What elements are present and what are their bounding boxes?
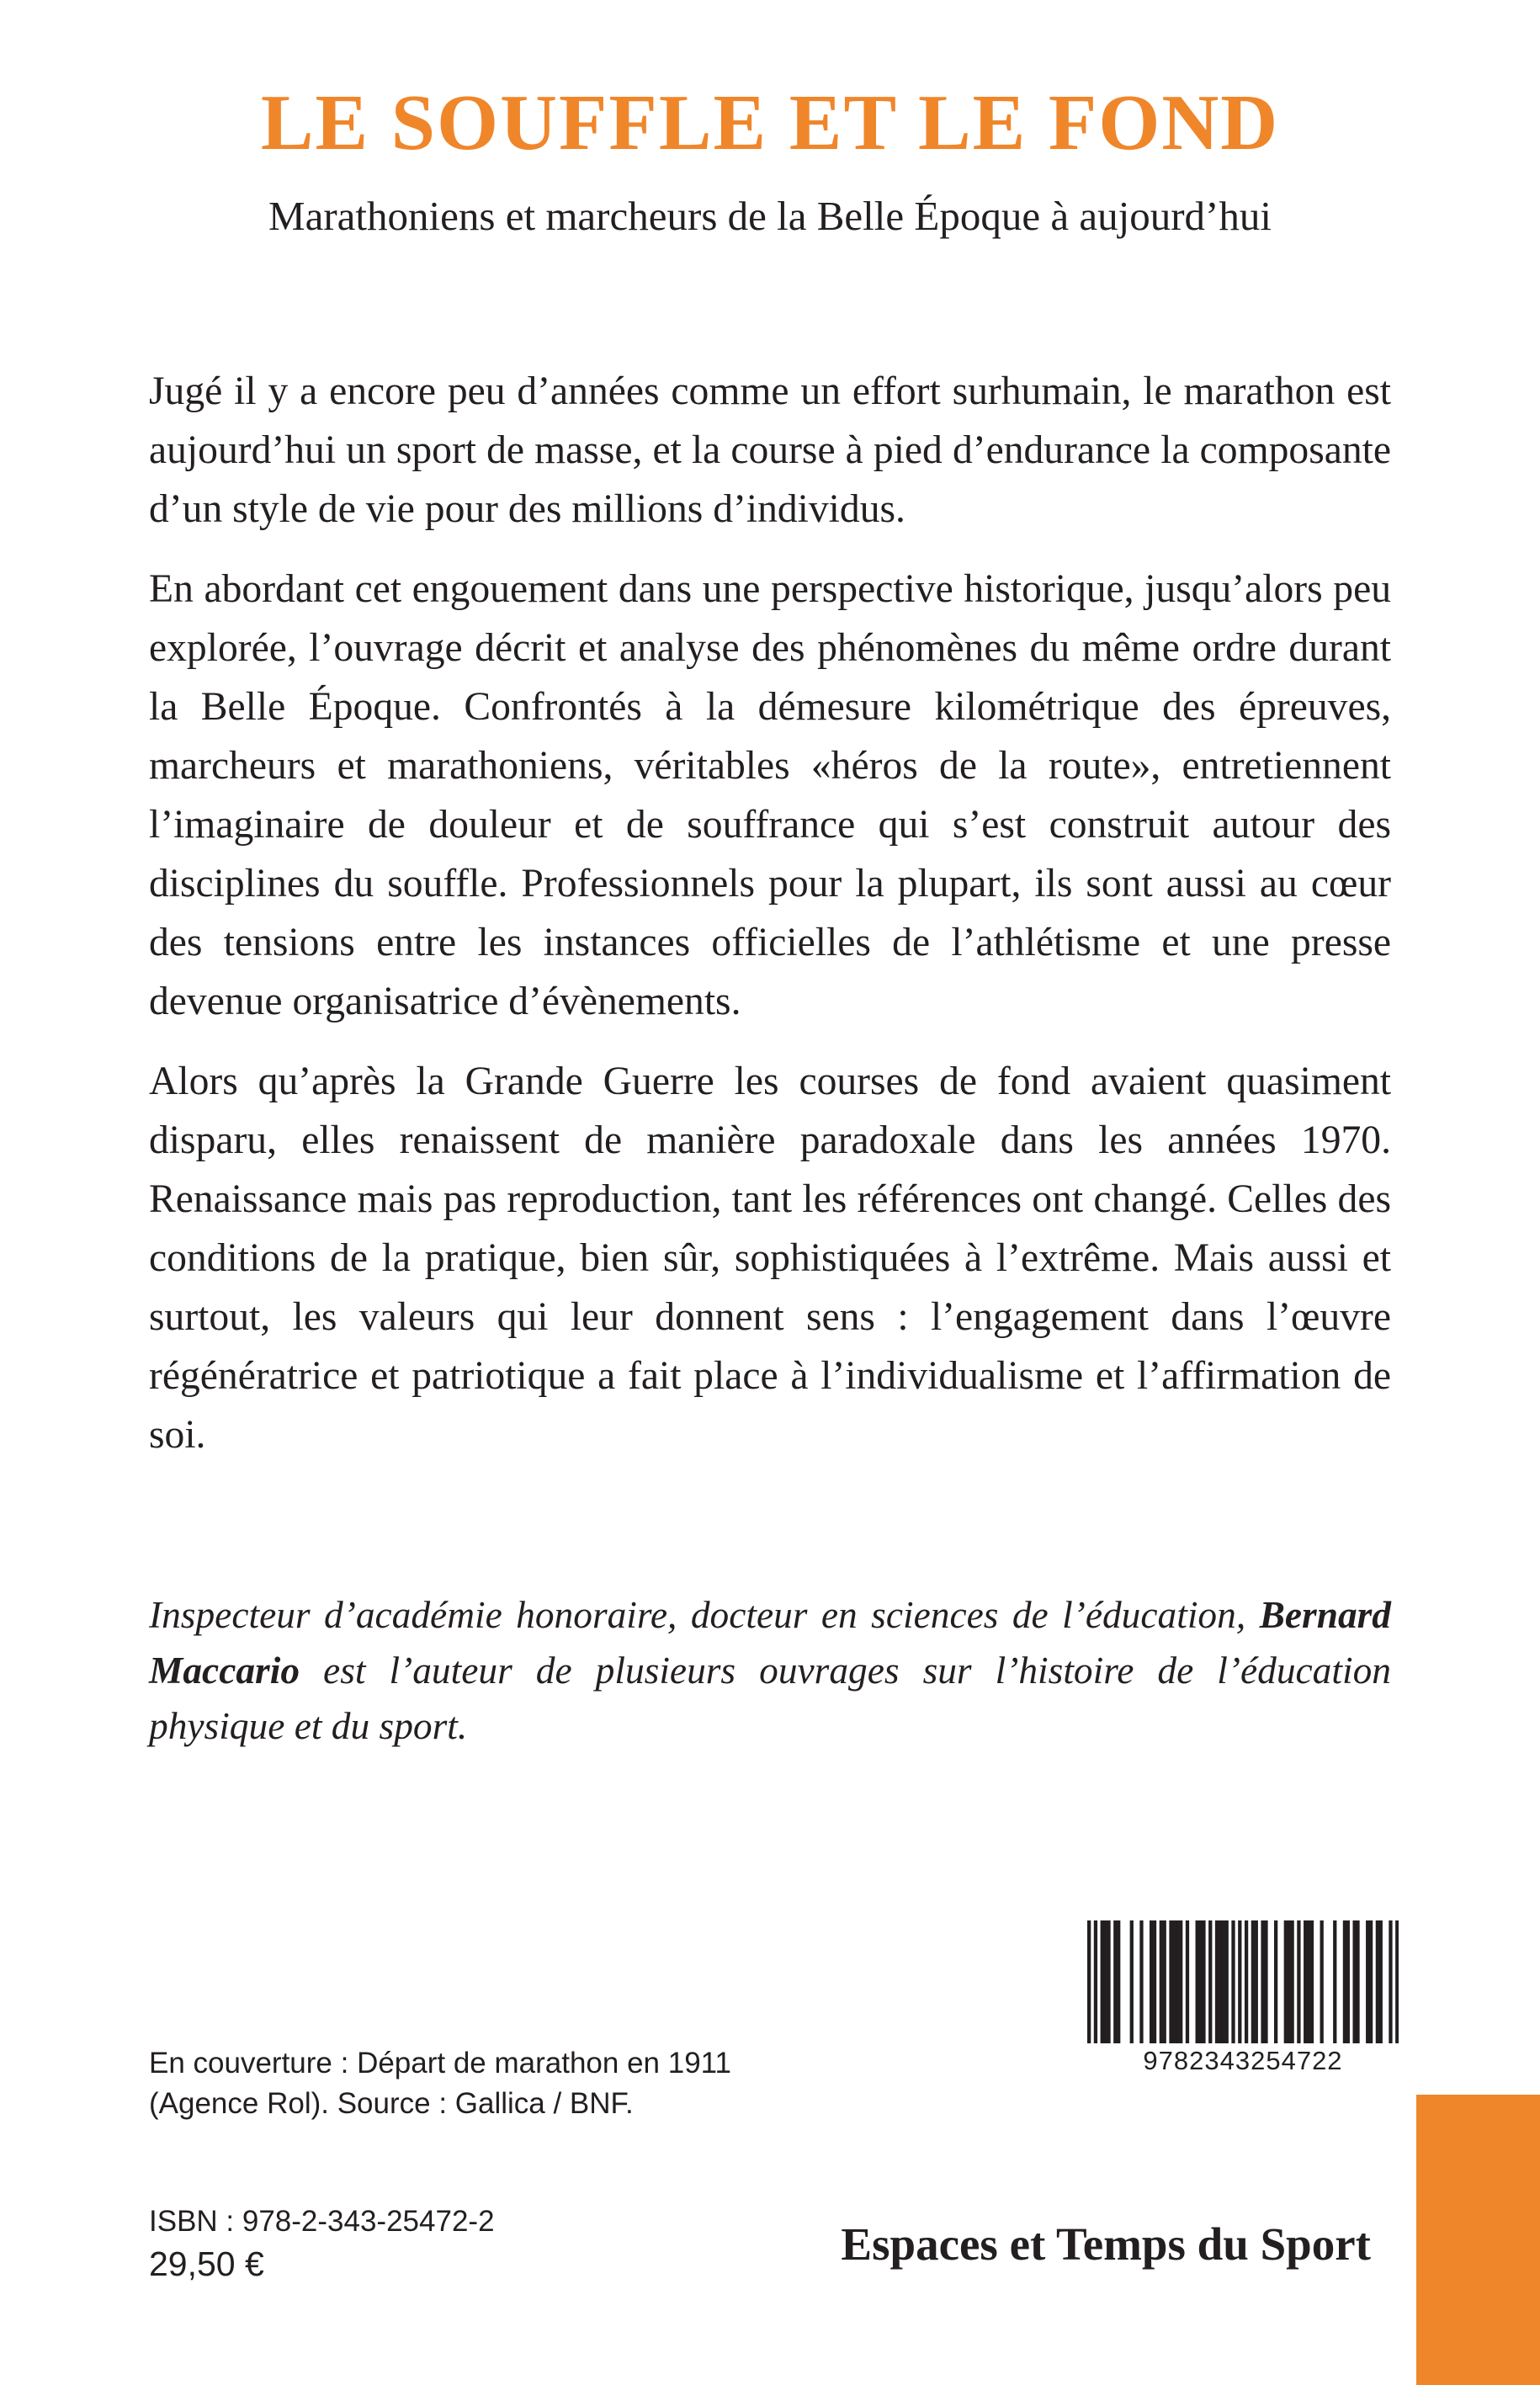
barcode-bar — [1376, 1920, 1379, 2043]
barcode-bar — [1264, 1920, 1267, 2043]
barcode-bar — [1288, 1920, 1291, 2043]
barcode-bar — [1389, 1920, 1392, 2043]
barcode-bar — [1139, 1920, 1143, 2043]
barcode-bar — [1176, 1920, 1179, 2043]
barcode-bar — [1352, 1920, 1356, 2043]
barcode-bar — [1117, 1920, 1120, 2043]
barcode-bar — [1172, 1920, 1176, 2043]
barcode-bar — [1163, 1920, 1166, 2043]
author-name: Bernard Maccario — [149, 1594, 1391, 1692]
barcode-bar — [1219, 1920, 1222, 2043]
author-bio-intro: Inspecteur d’académie honoraire, docteur en sciences de l’éducation, — [149, 1594, 1260, 1636]
isbn: ISBN : 978-2-343-25472-2 — [149, 2205, 495, 2238]
barcode-bar — [1343, 1920, 1346, 2043]
cover-credit-line-1: En couverture : Départ de marathon en 1911 — [149, 2047, 732, 2080]
barcode-bar — [1366, 1920, 1369, 2043]
cover-credit — [149, 2043, 906, 2124]
price: 29,50 € — [149, 2244, 264, 2283]
barcode-bar — [1222, 1920, 1225, 2043]
barcode-bar — [1208, 1920, 1212, 2043]
barcode-bar — [1297, 1920, 1300, 2043]
collection-name: Espaces et Temps du Sport — [841, 2218, 1371, 2270]
barcode-bar — [1274, 1920, 1277, 2043]
barcode-bar — [1231, 1920, 1235, 2043]
barcode-bar — [1186, 1920, 1189, 2043]
barcode-bar — [1346, 1920, 1350, 2043]
barcode-bar — [1284, 1920, 1288, 2043]
barcode-bars — [1087, 1920, 1399, 2045]
barcode-bar — [1307, 1920, 1310, 2043]
barcode-bar — [1101, 1920, 1104, 2043]
barcode-bar — [1103, 1920, 1107, 2043]
barcode-bar — [1369, 1920, 1373, 2043]
blurb-paragraph-1: Jugé il y a encore peu d’années comme un effort surhumain, le marathon est aujourd’hui un sport de masse, et la course à pied d’endurance la composante d’un style de vie pour des millions d’individus. — [149, 369, 1391, 531]
barcode-digits: 9782343254722 — [1143, 2046, 1343, 2075]
barcode-bar — [1379, 1920, 1383, 2043]
barcode-bar — [1356, 1920, 1359, 2043]
barcode-bar — [1320, 1920, 1324, 2043]
barcode — [1087, 1920, 1399, 2075]
back-cover-blurb — [149, 362, 1391, 1485]
blurb-paragraph-3: Alors qu’après la Grande Guerre les courses de fond avaient quasiment disparu, elles renaissent de manière paradoxale dans les années 1970. Renaissance mais pas reproduction, tant les références ont changé. Celles des conditions de la pratique, bien sûr, sophistiquées à l’extrême. Mais aussi et surtout, les valeurs qui leur donnent sens : l’engagement dans l’œuvre régénératrice et patriotique a fait place à l’individualisme et l’affirmation de soi. — [149, 1060, 1391, 1457]
orange-band — [1416, 2095, 1540, 2385]
barcode-bar — [1196, 1920, 1199, 2043]
barcode-bar — [1169, 1920, 1172, 2043]
barcode-bar — [1107, 1920, 1110, 2043]
barcode-bar — [1251, 1920, 1255, 2043]
barcode-bar — [1395, 1920, 1399, 2043]
cover-credit-line-2: (Agence Rol). Source : Gallica / BNF. — [149, 2087, 634, 2120]
barcode-bar — [1150, 1920, 1153, 2043]
barcode-bar — [1160, 1920, 1163, 2043]
book-title: LE SOUFFLE ET LE FOND — [260, 79, 1280, 167]
barcode-bar — [1238, 1920, 1241, 2043]
barcode-bar — [1179, 1920, 1182, 2043]
barcode-bar — [1333, 1920, 1336, 2043]
barcode-bar — [1304, 1920, 1307, 2043]
barcode-bar — [1245, 1920, 1248, 2043]
barcode-bar — [1215, 1920, 1219, 2043]
author-bio-rest: est l’auteur de plusieurs ouvrages sur l’histoire de l’éducation physique et du sport. — [149, 1649, 1391, 1747]
barcode-bar — [1310, 1920, 1314, 2043]
barcode-bar — [1094, 1920, 1097, 2043]
barcode-bar — [1225, 1920, 1229, 2043]
collection-box — [732, 2203, 1416, 2291]
barcode-bar — [1255, 1920, 1258, 2043]
blurb-paragraph-2: En abordant cet engouement dans une perspective historique, jusqu’alors peu explorée, l’ouvrage décrit et analyse des phénomènes du même ordre durant la Belle Époque. Confrontés à la démesure kilométrique des épreuves, marcheurs et marathoniens, véritables «héros de la route», entretiennent l’imaginaire de douleur et de souffrance qui s’est construit autour des disciplines du souffle. Professionnels pour la plupart, ils sont aussi au cœur des tensions entre les instances officielles de l’athlétisme et une presse devenue organisatrice d’évènements. — [149, 567, 1391, 1023]
barcode-bar — [1198, 1920, 1202, 2043]
barcode-bar — [1290, 1920, 1293, 2043]
barcode-bar — [1087, 1920, 1091, 2043]
barcode-bar — [1130, 1920, 1134, 2043]
author-bio — [149, 1587, 1391, 1754]
book-subtitle: Marathoniens et marcheurs de la Belle Époque à aujourd’hui — [268, 193, 1272, 239]
barcode-bar — [1113, 1920, 1117, 2043]
barcode-bar — [1202, 1920, 1205, 2043]
barcode-bar — [1153, 1920, 1156, 2043]
barcode-bar — [1261, 1920, 1264, 2043]
